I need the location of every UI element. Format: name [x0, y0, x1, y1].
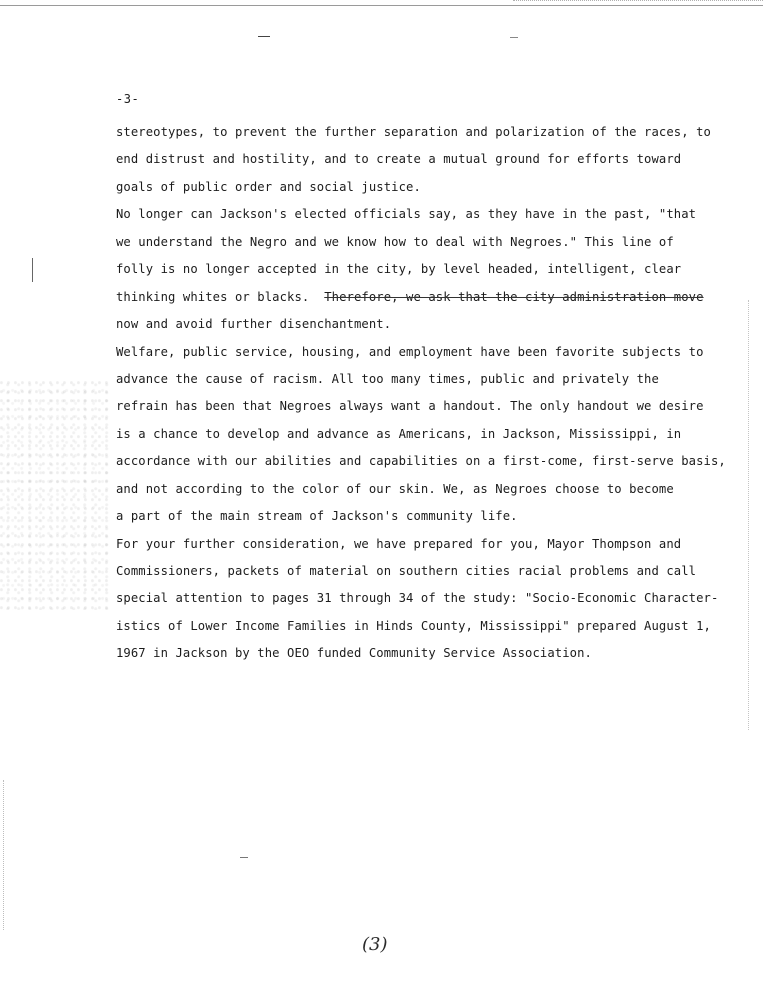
text-line: advance the cause of racism. All too many times, public and privately the: [116, 371, 659, 386]
text-line: special attention to pages 31 through 34 of the study: "Socio-Economic Character-: [116, 591, 719, 606]
scan-speckle-left: [0, 380, 110, 610]
text-line: refrain has been that Negroes always want a handout. The only handout we desire: [116, 399, 704, 414]
text-line: goals of public order and social justice.: [116, 179, 421, 194]
text-line: end distrust and hostility, and to create a mutual ground for efforts toward: [116, 152, 682, 167]
text-line: No longer can Jackson's elected officials say, as they have in the past, "that: [116, 207, 697, 222]
text-line: folly is no longer accepted in the city, by level headed, intelligent, clear: [116, 262, 682, 277]
body-text: [116, 122, 726, 671]
text-line: accordance with our abilities and capabilities on a first-come, first-serve basis,: [116, 454, 726, 469]
handwritten-page-mark: (3): [362, 934, 388, 955]
text-line: Welfare, public service, housing, and employment have been favorite subjects to: [116, 344, 704, 359]
text-line: For your further consideration, we have prepared for you, Mayor Thompson and: [116, 536, 682, 551]
scan-edge-dots-right: [748, 300, 751, 730]
text-line-with-strikeout: [116, 287, 706, 314]
page-number: -3-: [116, 92, 140, 106]
scan-edge-dots-left: [3, 780, 6, 930]
text-line: 1967 in Jackson by the OEO funded Community Service Association.: [116, 646, 592, 661]
text-line: a part of the main stream of Jackson's community life.: [116, 509, 518, 524]
text-line: and not according to the color of our skin. We, as Negroes choose to become: [116, 481, 674, 496]
scan-margin-tick: [32, 258, 33, 282]
scan-dash-mark: [240, 857, 248, 858]
scan-dash-mark: [258, 36, 270, 37]
text-line: now and avoid further disenchantment.: [116, 317, 392, 332]
text-line-segment: thinking whites or blacks.: [116, 289, 310, 304]
text-line: stereotypes, to prevent the further separation and polarization of the races, to: [116, 125, 711, 139]
text-line: istics of Lower Income Families in Hinds County, Mississippi" prepared August 1,: [116, 618, 711, 633]
scan-top-rule: [0, 5, 763, 6]
scan-top-dotted-edge: [513, 0, 763, 4]
text-line: we understand the Negro and we know how to deal with Negroes." This line of: [116, 234, 674, 249]
text-line: is a chance to develop and advance as Americans, in Jackson, Mississippi, in: [116, 426, 682, 441]
text-line: Commissioners, packets of material on southern cities racial problems and call: [116, 564, 697, 578]
struck-out-text: Therefore, we ask that the city administration move: [324, 289, 704, 304]
scan-dash-mark: [510, 37, 518, 38]
